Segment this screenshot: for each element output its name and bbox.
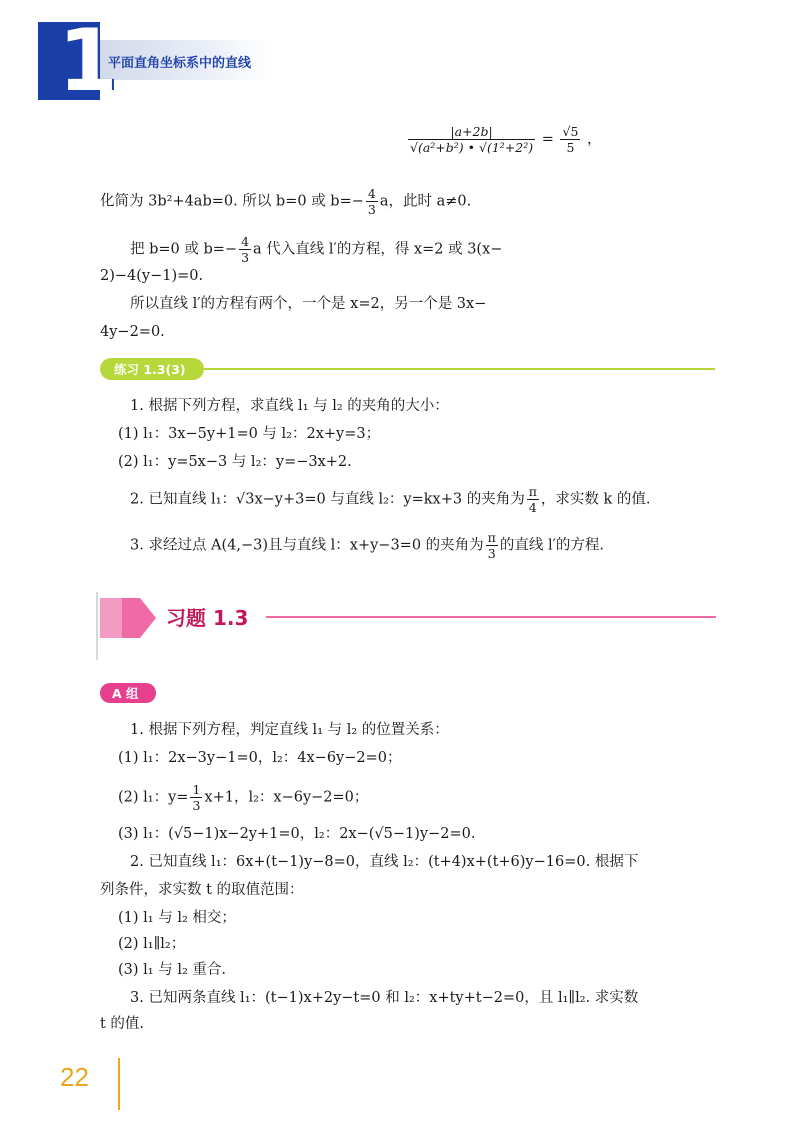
practice-divider	[200, 368, 715, 370]
practice-q1-b: (2) l₁：y=5x−3 与 l₂：y=−3x+2.	[118, 454, 352, 470]
group-a-label: A 组	[112, 686, 139, 701]
practice-q1-a: (1) l₁：3x−5y+1=0 与 l₂：2x+y=3；	[118, 426, 381, 442]
practice-q3: 3. 求经过点 A(4,−3)且与直线 l：x+y−3=0 的夹角为 $\frac{\pi}{3}$ 的直线 l′的方程.	[130, 530, 605, 561]
exercise-q1-c: (3) l₁：(√5−1)x−2y+1=0，l₂：2x−(√5−1)y−2=0.	[118, 826, 476, 842]
chapter-number: 1	[58, 11, 118, 111]
chapter-title: 平面直角坐标系中的直线	[108, 56, 252, 71]
group-a-pill	[100, 683, 156, 703]
exercise-q1-title: 1. 根据下列方程，判定直线 l₁ 与 l₂ 的位置关系：	[130, 722, 449, 738]
solution-line-2: 把 b=0 或 b=− $\frac{4}{3}$ a 代入直线 l′的方程，得 x=2 或 3(x−	[130, 234, 503, 265]
exercises-arrow-icon	[100, 598, 156, 638]
exercises-divider	[266, 616, 716, 618]
exercise-q2-line1: 2. 已知直线 l₁：6x+(t−1)y−8=0，直线 l₂：(t+4)x+(t+6)y−16=0. 根据下	[130, 854, 639, 870]
solution-line-1: 化简为 3b²+4ab=0. 所以 b=0 或 b=− $\frac{4}{3}$ a，此时 a≠0.	[100, 186, 472, 217]
solution-line-5: 4y−2=0.	[100, 324, 165, 340]
solution-formula: $\frac{|a+2b|}{\text{√(a²+b²) • √(1²+2²)}}$ = $\frac{√5}{5}$ ，	[410, 124, 602, 155]
exercise-q2-b: (2) l₁∥l₂；	[118, 936, 186, 952]
exercise-q3-line2: t 的值.	[100, 1016, 145, 1032]
exercise-q1-a: (1) l₁：2x−3y−1=0，l₂：4x−6y−2=0；	[118, 750, 402, 766]
exercises-title: 习题 1.3	[166, 606, 249, 630]
practice-q1-title: 1. 根据下列方程，求直线 l₁ 与 l₂ 的夹角的大小：	[130, 398, 449, 414]
practice-label: 练习 1.3(3)	[114, 362, 186, 377]
exercise-q2-line2: 列条件，求实数 t 的取值范围：	[100, 882, 304, 898]
page-number-bar	[118, 1058, 120, 1110]
exercise-q3-line1: 3. 已知两条直线 l₁：(t−1)x+2y−t=0 和 l₂：x+ty+t−2=0，且 l₁∥l₂. 求实数	[130, 990, 639, 1006]
practice-label-pill	[100, 358, 204, 380]
exercises-vertical-bar	[96, 592, 98, 660]
practice-q2: 2. 已知直线 l₁：√3x−y+3=0 与直线 l₂：y=kx+3 的夹角为 $\frac{\pi}{4}$ ，求实数 k 的值.	[130, 484, 651, 515]
page-number: 22	[60, 1062, 89, 1092]
exercise-q2-a: (1) l₁ 与 l₂ 相交；	[118, 910, 236, 926]
solution-line-3: 2)−4(y−1)=0.	[100, 268, 204, 284]
exercise-q2-c: (3) l₁ 与 l₂ 重合.	[118, 962, 226, 978]
solution-line-4: 所以直线 l′的方程有两个，一个是 x=2，另一个是 3x−	[130, 296, 487, 312]
exercise-q1-b: (2) l₁：y= $\frac{1}{3}$ x+1，l₂：x−6y−2=0；	[118, 782, 369, 813]
